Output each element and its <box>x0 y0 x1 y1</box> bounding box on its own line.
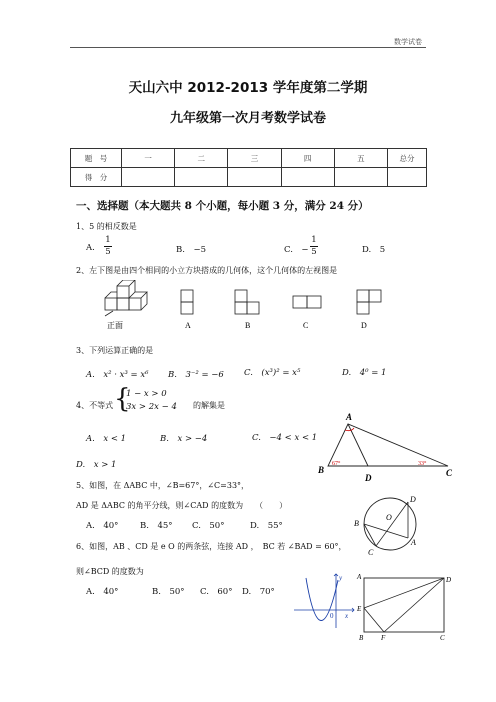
q3-option-b: B. 3⁻² = −6 <box>168 370 224 380</box>
score-input-cell[interactable] <box>388 168 427 187</box>
q5-option-b: B. 45° <box>140 521 173 531</box>
q5-triangle-figure <box>318 410 458 488</box>
point-a-label: A <box>346 412 353 422</box>
q2-label-a: A <box>185 321 191 330</box>
q5-option-a: A. 40° <box>86 521 119 531</box>
rect-d-label: D <box>446 576 452 584</box>
q3-option-a: A. x² · x³ = x⁶ <box>86 370 149 380</box>
q2-figures <box>95 280 415 334</box>
question-5-line2: AD 是 ΔABC 的角平分线，则∠CAD 的度数为 （ ） <box>76 501 288 510</box>
q3-option-d: D. 4⁰ = 1 <box>342 368 387 378</box>
q4-brace: { <box>114 384 131 414</box>
score-cell: 总分 <box>388 149 427 168</box>
point-c-label: C <box>446 468 453 478</box>
rect-e-label: E <box>357 605 362 613</box>
score-table-header-row <box>71 149 427 168</box>
segment-ed <box>364 578 444 608</box>
question-6-line1: 6、如图，AB 、CD 是 e O 的两条弦，连接 AD ， BC 若 ∠BAD = 60°， <box>76 542 347 551</box>
score-cell: 四 <box>281 149 334 168</box>
question-4-stem: 4、不等式 <box>76 401 114 410</box>
score-cell: 一 <box>122 149 175 168</box>
q6-circle-figure <box>344 492 428 558</box>
question-2-stem: 2、左下图是由四个相同的小立方块搭成的几何体，这个几何体的左视图是 <box>76 266 338 275</box>
rect-c-label: C <box>440 634 445 642</box>
point-b-label: B <box>318 465 325 475</box>
y-axis-label: y <box>339 574 343 582</box>
q5-option-c: C. 50° <box>192 521 225 531</box>
front-label: 正面 <box>107 321 123 330</box>
question-6-line2: 则∠BCD 的度数为 <box>76 567 144 576</box>
q4-option-d: D. x > 1 <box>76 460 117 470</box>
q4-option-b: B. x > −4 <box>160 434 208 444</box>
q1-option-a: A. <box>86 243 95 253</box>
header-label: 数学试卷 <box>394 38 422 46</box>
segment-fd <box>384 578 444 632</box>
q1-numerator: 1 <box>105 235 111 245</box>
chord-cd <box>376 502 408 546</box>
q1-numerator: 1 <box>311 235 317 245</box>
score-cell: 得 分 <box>71 168 122 187</box>
score-cell: 三 <box>228 149 281 168</box>
parabola-figure <box>292 570 358 630</box>
x-axis-label: x <box>345 612 349 620</box>
score-cell: 五 <box>334 149 387 168</box>
q6-option-b: B. 50° <box>152 587 185 597</box>
exam-title-line2: 九年级第一次月考数学试卷 <box>169 111 326 126</box>
front-arrow-icon <box>105 311 113 316</box>
score-input-cell[interactable] <box>334 168 387 187</box>
circle-o-label: O <box>386 513 392 522</box>
q2-label-b: B <box>245 321 251 330</box>
q2-option-b-view <box>235 290 259 314</box>
q1-fraction-a <box>104 235 112 258</box>
q6-option-c: C. 60° <box>200 587 233 597</box>
angle-b-label: 67° <box>332 461 341 467</box>
q6-option-d: D. 70° <box>242 587 275 597</box>
axis-arrow-icon <box>334 574 354 612</box>
q1-option-d: D. 5 <box>362 245 386 255</box>
score-cell: 二 <box>175 149 228 168</box>
q2-option-d-view <box>357 290 381 314</box>
rectangle-abcd <box>364 578 444 632</box>
q1-option-c: C. − <box>284 245 309 255</box>
q2-cube-solid <box>105 280 147 310</box>
q4-ineq-2: 3x > 2x − 4 <box>126 402 177 412</box>
score-input-cell[interactable] <box>175 168 228 187</box>
rect-b-label: B <box>359 634 364 642</box>
circle-a-label: A <box>411 538 416 547</box>
question-3-stem: 3、下列运算正确的是 <box>76 346 154 355</box>
exam-title-line1: 天山六中 2012-2013 学年度第二学期 <box>128 80 368 96</box>
rect-f-label: F <box>381 634 386 642</box>
question-5-line1: 5、如图，在 ΔABC 中，∠B=67°，∠C=33°， <box>76 481 250 490</box>
circle-d-label: D <box>410 495 416 504</box>
rect-a-label: A <box>357 573 362 581</box>
score-input-cell[interactable] <box>122 168 175 187</box>
q4-ineq-1: 1 − x > 0 <box>126 389 167 399</box>
score-input-cell[interactable] <box>281 168 334 187</box>
rect-figure <box>356 570 456 642</box>
score-table-score-row <box>71 168 427 187</box>
circle-b-label: B <box>354 519 359 528</box>
q4-option-c: C. −4 < x < 1 <box>252 433 318 443</box>
header-rule <box>70 47 426 48</box>
q2-label-c: C <box>303 321 309 330</box>
q1-denominator: 5 <box>105 247 111 257</box>
q2-label-d: D <box>361 321 367 330</box>
q6-option-a: A. 40° <box>86 587 119 597</box>
score-cell: 题 号 <box>71 149 122 168</box>
score-input-cell[interactable] <box>228 168 281 187</box>
origin-label: 0 <box>330 612 334 620</box>
question-4-stem-end: 的解集是 <box>193 401 225 410</box>
q1-denominator: 5 <box>311 247 317 257</box>
q2-option-c-view <box>293 296 321 308</box>
q1-option-b: B. −5 <box>176 245 206 255</box>
question-1-stem: 1、5 的相反数是 <box>76 222 137 231</box>
q4-option-a: A. x < 1 <box>86 434 127 444</box>
q2-option-a-view <box>181 290 193 314</box>
score-table <box>70 148 427 187</box>
section-heading: 一、选择题（本大题共 8 个小题，每小题 3 分，满分 24 分） <box>76 200 369 212</box>
point-d-label: D <box>365 473 372 483</box>
angle-c-label: 33° <box>418 461 427 467</box>
q5-option-d: D. 55° <box>250 521 283 531</box>
segment-ef <box>364 608 384 632</box>
q3-option-c: C. (x³)² = x⁵ <box>244 368 301 378</box>
circle-c-label: C <box>368 548 374 557</box>
q1-fraction-c <box>310 235 318 258</box>
